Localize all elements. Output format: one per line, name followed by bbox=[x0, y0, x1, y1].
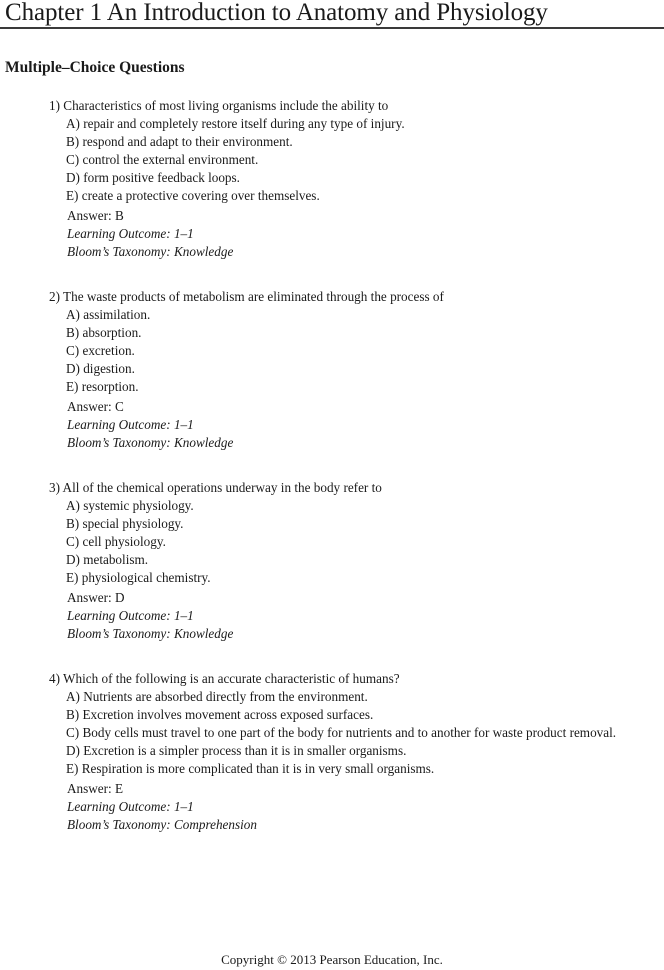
question-list bbox=[49, 97, 649, 861]
answer-option: C) excretion. bbox=[66, 343, 135, 358]
answer-option: D) metabolism. bbox=[66, 552, 149, 567]
question-stem: 2) The waste products of metabolism are eliminated through the process of bbox=[49, 289, 444, 304]
chapter-title: Chapter 1 An Introduction to Anatomy and Physiology bbox=[5, 0, 548, 26]
learning-outcome: Learning Outcome: 1–1 bbox=[67, 417, 194, 432]
answer-option: B) respond and adapt to their environment. bbox=[66, 134, 293, 149]
answer-option: B) absorption. bbox=[66, 325, 142, 340]
answer-option: C) Body cells must travel to one part of the body for nutrients and to another for waste product removal. bbox=[66, 725, 617, 740]
answer-option: E) resorption. bbox=[66, 379, 139, 394]
answer-option: D) Excretion is a simpler process than it is in smaller organisms. bbox=[66, 743, 407, 758]
question-3 bbox=[49, 479, 649, 643]
answer-option: A) systemic physiology. bbox=[66, 498, 194, 513]
question-1 bbox=[49, 97, 649, 261]
answer-option: A) repair and completely restore itself during any type of injury. bbox=[66, 116, 405, 131]
learning-outcome: Learning Outcome: 1–1 bbox=[67, 226, 194, 241]
blooms-taxonomy: Bloom’s Taxonomy: Knowledge bbox=[67, 244, 234, 259]
copyright-footer: Copyright © 2013 Pearson Education, Inc. bbox=[221, 952, 443, 967]
answer-key: Answer: B bbox=[67, 208, 124, 223]
answer-option: E) create a protective covering over themselves. bbox=[66, 188, 320, 203]
answer-option: B) Excretion involves movement across exposed surfaces. bbox=[66, 707, 374, 722]
learning-outcome: Learning Outcome: 1–1 bbox=[67, 799, 194, 814]
answer-option: C) control the external environment. bbox=[66, 152, 259, 167]
learning-outcome: Learning Outcome: 1–1 bbox=[67, 608, 194, 623]
answer-key: Answer: C bbox=[67, 399, 124, 414]
answer-option: A) assimilation. bbox=[66, 307, 151, 322]
question-4 bbox=[49, 670, 649, 834]
question-stem: 1) Characteristics of most living organisms include the ability to bbox=[49, 98, 389, 113]
answer-option: D) digestion. bbox=[66, 361, 135, 376]
answer-option: E) Respiration is more complicated than it is in very small organisms. bbox=[66, 761, 435, 776]
blooms-taxonomy: Bloom’s Taxonomy: Comprehension bbox=[67, 817, 257, 832]
blooms-taxonomy: Bloom’s Taxonomy: Knowledge bbox=[67, 626, 234, 641]
question-stem: 4) Which of the following is an accurate characteristic of humans? bbox=[49, 671, 400, 686]
answer-option: A) Nutrients are absorbed directly from the environment. bbox=[66, 689, 368, 704]
answer-key: Answer: E bbox=[67, 781, 124, 796]
answer-option: B) special physiology. bbox=[66, 516, 184, 531]
answer-key: Answer: D bbox=[67, 590, 125, 605]
question-2 bbox=[49, 288, 649, 452]
answer-option: C) cell physiology. bbox=[66, 534, 166, 549]
answer-option: E) physiological chemistry. bbox=[66, 570, 211, 585]
question-stem: 3) All of the chemical operations underway in the body refer to bbox=[49, 480, 382, 495]
header-rule bbox=[0, 27, 664, 29]
section-title: Multiple–Choice Questions bbox=[5, 59, 185, 76]
blooms-taxonomy: Bloom’s Taxonomy: Knowledge bbox=[67, 435, 234, 450]
answer-option: D) form positive feedback loops. bbox=[66, 170, 240, 185]
